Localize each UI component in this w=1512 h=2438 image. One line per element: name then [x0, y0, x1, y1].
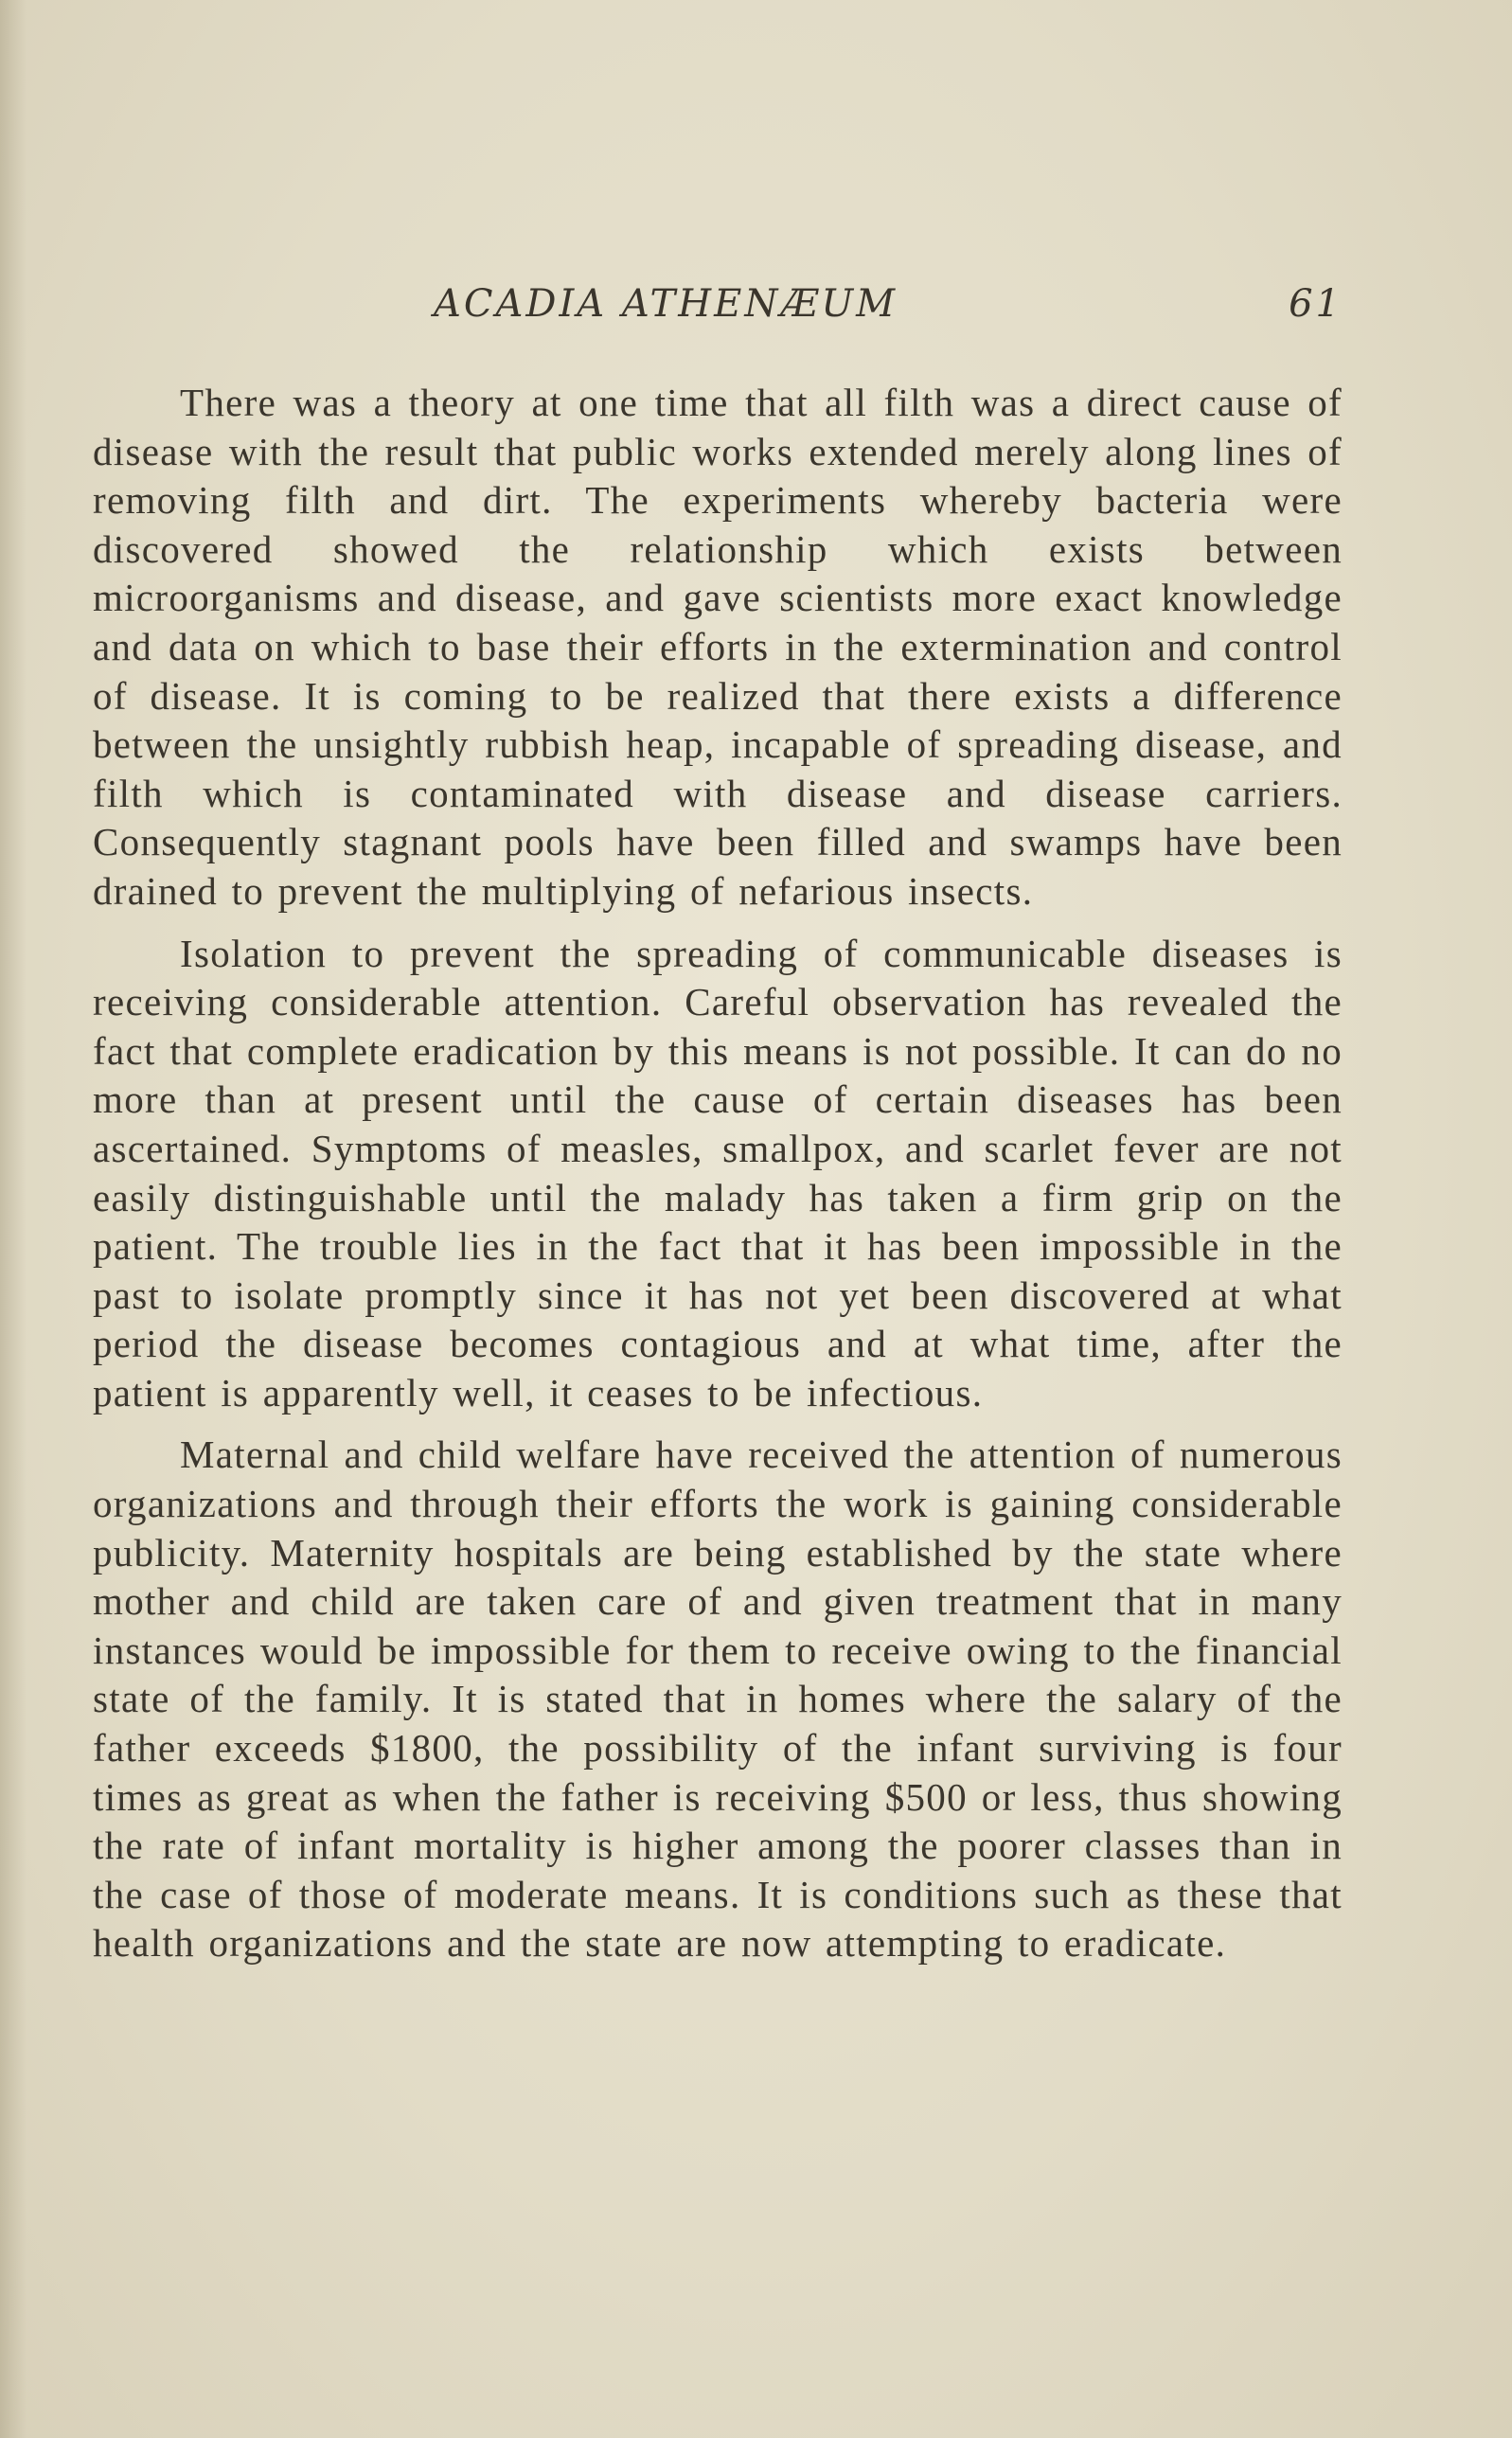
- article-body: [93, 379, 1343, 1968]
- paragraph-maternal-welfare: Maternal and child welfare have received the attention of numerous organizations and through their efforts the work is gaining considerable publicity. Maternity hospitals are being established by the state where mother and child are taken care of and given treatment that in many instances would be impossible for them to receive owing to the financial state of the family. It is stated that in homes where the salary of the father exceeds $1800, the possibility of the infant surviving is four times as great as when the father is receiving $500 or less, thus showing the rate of infant mortality is higher among the poorer classes than in the case of those of moderate means. It is conditions such as these that health organizations and the state are now attempting to eradicate.: [93, 1433, 1343, 1966]
- page-header: [93, 282, 1343, 339]
- page-number: 61: [1289, 282, 1343, 326]
- running-title: ACADIA ATHENÆUM: [434, 282, 898, 326]
- paragraph-filth-theory: There was a theory at one time that all filth was a direct cause of disease with the result that public works extended merely along lines of removing filth and dirt. The experiments whereby bacteria were discovered showed the relationship which exists between microorganisms and disease, and gave scientists more exact knowledge and data on which to base their efforts in the extermination and control of disease. It is coming to be realized that there exists a difference between the unsightly rubbish heap, incapable of spreading disease, and filth which is contaminated with disease and disease carriers. Consequently stagnant pools have been filled and swamps have been drained to prevent the multiplying of nefarious insects.: [93, 381, 1343, 913]
- paragraph-isolation: Isolation to prevent the spreading of communicable diseases is receiving considerable attention. Careful observation has revealed the fact that complete eradication by this means is not possible. It can do no more than at present until the cause of certain diseases has been ascertained. Symptoms of measles, smallpox, and scarlet fever are not easily distinguishable until the malady has taken a firm grip on the patient. The trouble lies in the fact that it has been impossible in the past to isolate promptly since it has not yet been discovered at what period the disease becomes contagious and at what time, after the patient is apparently well, it ceases to be infectious.: [93, 931, 1343, 1415]
- binding-shadow: [0, 0, 27, 2438]
